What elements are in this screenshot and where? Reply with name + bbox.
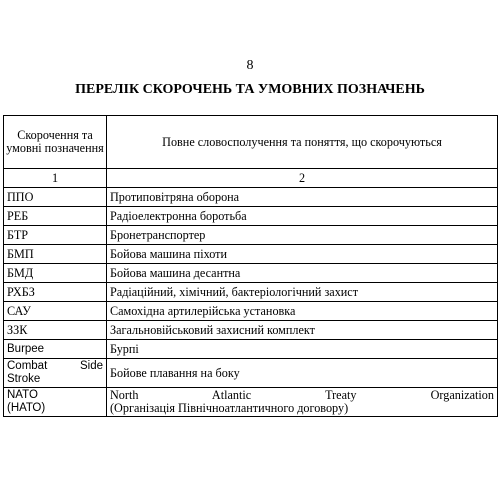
abbreviation-cell bbox=[4, 388, 107, 417]
table-row bbox=[4, 388, 498, 417]
full-term-cell: Бойове плавання на боку bbox=[107, 359, 498, 388]
full-term-cell: Радіаційний, хімічний, бактеріологічний захист bbox=[107, 283, 498, 302]
abbreviation-cell: РХБЗ bbox=[4, 283, 107, 302]
column-number-row bbox=[4, 169, 498, 188]
table-row bbox=[4, 359, 498, 388]
abbreviation-cell: БМД bbox=[4, 264, 107, 283]
table-row bbox=[4, 207, 498, 226]
abbreviation-line-2: Stroke bbox=[7, 373, 41, 385]
full-term-line-1: North Atlantic Treaty Organization bbox=[110, 388, 494, 402]
table-row bbox=[4, 245, 498, 264]
abbreviation-line-1: NATO bbox=[7, 389, 38, 401]
abbreviation-cell: САУ bbox=[4, 302, 107, 321]
full-term-cell: Бурпі bbox=[107, 340, 498, 359]
header-abbreviation: Скорочення та умовні позначення bbox=[4, 116, 107, 169]
abbreviation-cell: Burpee bbox=[4, 340, 107, 359]
column-number-2: 2 bbox=[107, 169, 498, 188]
column-number-1: 1 bbox=[4, 169, 107, 188]
abbreviation-line-1: Combat Side bbox=[7, 360, 103, 372]
table-row bbox=[4, 340, 498, 359]
page-title: ПЕРЕЛІК СКОРОЧЕНЬ ТА УМОВНИХ ПОЗНАЧЕНЬ bbox=[75, 82, 425, 97]
full-term-cell bbox=[107, 388, 498, 417]
table-header-row bbox=[4, 116, 498, 169]
table-row bbox=[4, 302, 498, 321]
abbreviation-cell: БМП bbox=[4, 245, 107, 264]
full-term-cell: Радіоелектронна боротьба bbox=[107, 207, 498, 226]
table-row bbox=[4, 226, 498, 245]
table-row bbox=[4, 283, 498, 302]
abbreviation-cell: ППО bbox=[4, 188, 107, 207]
table-row bbox=[4, 321, 498, 340]
abbreviation-line-2: (НАТО) bbox=[7, 402, 46, 414]
full-term-cell: Самохідна артилерійська установка bbox=[107, 302, 498, 321]
full-term-cell: Протиповітряна оборона bbox=[107, 188, 498, 207]
table-row bbox=[4, 188, 498, 207]
full-term-cell: Бронетранспортер bbox=[107, 226, 498, 245]
full-term-line-2: (Організація Північноатлантичного договору) bbox=[110, 401, 349, 415]
abbreviations-table bbox=[3, 115, 498, 417]
full-term-cell: Бойова машина десантна bbox=[107, 264, 498, 283]
abbreviation-cell bbox=[4, 359, 107, 388]
abbreviation-cell: ЗЗК bbox=[4, 321, 107, 340]
table-row bbox=[4, 264, 498, 283]
full-term-cell: Бойова машина піхоти bbox=[107, 245, 498, 264]
abbreviation-cell: БТР bbox=[4, 226, 107, 245]
full-term-cell: Загальновійськовий захисний комплект bbox=[107, 321, 498, 340]
page-number: 8 bbox=[246, 58, 254, 73]
abbreviation-cell: РЕБ bbox=[4, 207, 107, 226]
header-full-term: Повне словосполучення та поняття, що скорочуються bbox=[107, 116, 498, 169]
